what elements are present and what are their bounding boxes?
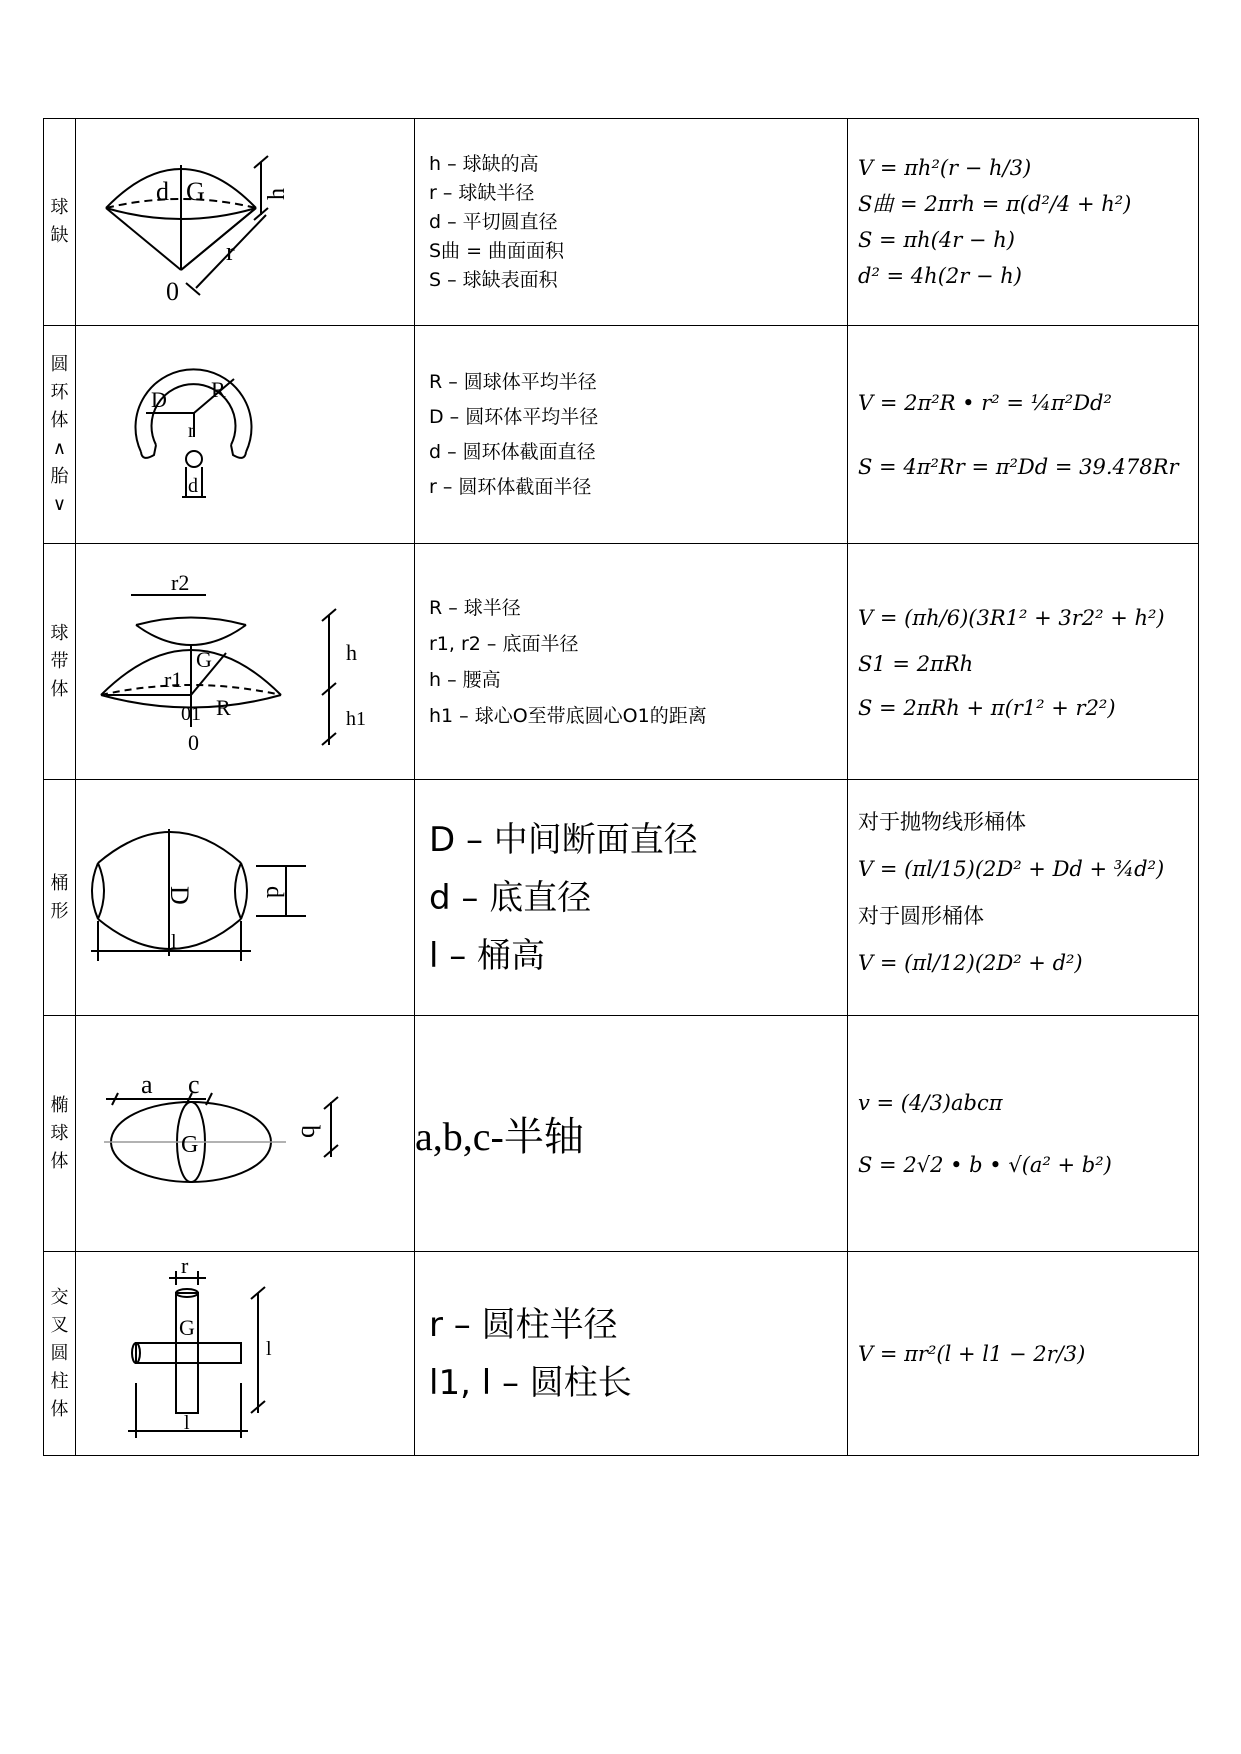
svg-text:b: b <box>296 1124 325 1138</box>
svg-text:0: 0 <box>188 729 199 755</box>
shape-name: 圆 环 体 ∧ 胎 ∨ <box>44 326 76 544</box>
torus-figure <box>76 327 414 543</box>
shape-name: 球 缺 <box>44 119 76 326</box>
svg-text:D: D <box>151 386 167 412</box>
svg-text:a: a <box>141 1069 153 1099</box>
svg-text:D: D <box>165 885 194 905</box>
variable-list: D – 中间断面直径 d – 底直径 l – 桶高 <box>415 780 848 1016</box>
svg-text:G: G <box>181 1131 199 1158</box>
formula-list: v = (4/3)abcπ S = 2√2 • b • √(a² + b²) <box>848 1016 1199 1252</box>
svg-text:01: 01 <box>181 702 201 725</box>
svg-text:0: 0 <box>166 276 179 306</box>
spherical-zone-figure <box>76 545 414 779</box>
table-row <box>44 1016 1199 1252</box>
shape-figure <box>76 326 415 544</box>
svg-text:R: R <box>211 376 226 402</box>
formula-table <box>43 118 1199 1456</box>
svg-text:r: r <box>181 1252 189 1278</box>
formula-list: V = (πh/6)(3R1² + 3r2² + h²) S1 = 2πRh S = 2πRh + π(r1² + r2²) <box>848 544 1199 780</box>
shape-figure <box>76 780 415 1016</box>
svg-text:r2: r2 <box>171 569 190 595</box>
table-row <box>44 326 1199 544</box>
cross-cylinder-figure <box>76 1253 414 1455</box>
svg-text:R: R <box>216 694 231 720</box>
svg-text:d: d <box>261 885 287 898</box>
svg-text:h: h <box>346 639 357 665</box>
svg-text:G: G <box>196 646 212 672</box>
variable-list: a,b,c-半轴 <box>415 1016 848 1252</box>
variable-list: r – 圆柱半径 l1, l – 圆柱长 <box>415 1252 848 1456</box>
svg-text:d: d <box>188 474 198 497</box>
variable-list: R – 球半径 r1, r2 – 底面半径 h – 腰高 h1 – 球心O至带底圆心O1的距离 <box>415 544 848 780</box>
svg-text:d: d <box>156 176 169 206</box>
spherical-cap-figure <box>76 120 414 325</box>
formula-list: V = 2π²R • r² = ¼π²Dd² S = 4π²Rr = π²Dd = 39.478Rr <box>848 326 1199 544</box>
shape-name: 交 叉 圆 柱 体 <box>44 1252 76 1456</box>
svg-text:r1: r1 <box>164 666 183 692</box>
shape-figure <box>76 1252 415 1456</box>
svg-text:l: l <box>266 1337 272 1360</box>
formula-list: 对于抛物线形桶体 V = (πl/15)(2D² + Dd + ¾d²) 对于圆形桶体 V = (πl/12)(2D² + d²) <box>848 780 1199 1016</box>
svg-text:l: l <box>171 930 177 953</box>
variable-list: R – 圆球体平均半径 D – 圆环体平均半径 d – 圆环体截面直径 r – 圆环体截面半径 <box>415 326 848 544</box>
svg-text:h: h <box>264 187 290 200</box>
shape-name: 椭 球 体 <box>44 1016 76 1252</box>
table-row <box>44 119 1199 326</box>
svg-text:h1: h1 <box>346 707 366 730</box>
table-row <box>44 1252 1199 1456</box>
shape-figure <box>76 119 415 326</box>
table-row <box>44 544 1199 780</box>
svg-text:G: G <box>179 1314 195 1340</box>
shape-name: 球 带 体 <box>44 544 76 780</box>
barrel-figure <box>76 781 414 1015</box>
shape-figure <box>76 544 415 780</box>
svg-text:r: r <box>226 236 235 266</box>
shape-figure <box>76 1016 415 1252</box>
svg-text:r: r <box>188 419 195 442</box>
variable-list: h – 球缺的高 r – 球缺半径 d – 平切圆直径 S曲 = 曲面面积 S – 球缺表面积 <box>415 119 848 326</box>
formula-list: V = πh²(r − h/3) S曲 = 2πrh = π(d²/4 + h²) S = πh(4r − h) d² = 4h(2r − h) <box>848 119 1199 326</box>
shape-name: 桶 形 <box>44 780 76 1016</box>
svg-text:c: c <box>188 1069 200 1099</box>
svg-text:l: l <box>184 1411 190 1434</box>
ellipsoid-figure <box>76 1017 414 1251</box>
svg-text:G: G <box>186 176 205 206</box>
formula-list: V = πr²(l + l1 − 2r/3) <box>848 1252 1199 1456</box>
table-row <box>44 780 1199 1016</box>
